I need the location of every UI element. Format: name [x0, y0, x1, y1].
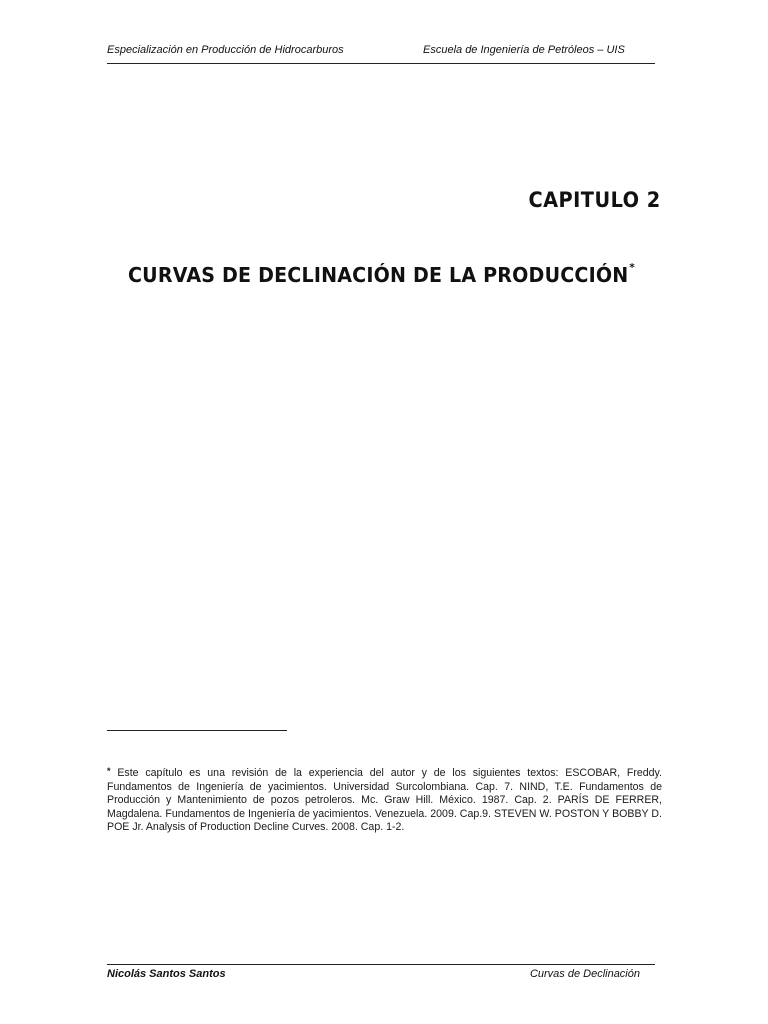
footer-section-title: Curvas de Declinación	[529, 968, 640, 980]
footnote-mark: *	[107, 766, 111, 776]
chapter-title-footnote-mark: *	[629, 261, 635, 274]
chapter-title-text: CURVAS DE DECLINACIÓN DE LA PRODUCCIÓN	[128, 263, 629, 287]
chapter-title	[128, 263, 635, 287]
header-left-text: Especialización en Producción de Hidrocarburos	[107, 44, 344, 56]
page-header	[107, 43, 655, 64]
footer-author: Nicolás Santos Santos	[107, 968, 226, 980]
header-right-text: Escuela de Ingeniería de Petróleos – UIS	[423, 44, 625, 56]
footnote-separator	[107, 730, 287, 731]
footnote	[107, 767, 662, 835]
footnote-text: Este capítulo es una revisión de la experiencia del autor y de los siguientes textos: ESCOBAR, Freddy. Fundamentos de Ingeniería de yacimientos. Universidad Surcolombiana. Cap. 7. NIND, T.E. Fundamentos de Producción y Mantenimiento de pozos petroleros. Mc. Graw Hill. México. 1987. Cap. 2. PARÍS DE FERRER, Magdalena. Fundamentos de Ingeniería de yacimientos. Venezuela. 2009. Cap.9. STEVEN W. POSTON Y BOBBY D. POE Jr. Analysis of Production Decline Curves. 2008. Cap. 1-2.	[107, 767, 662, 834]
page-footer	[107, 964, 655, 985]
chapter-number: CAPITULO 2	[528, 188, 661, 212]
